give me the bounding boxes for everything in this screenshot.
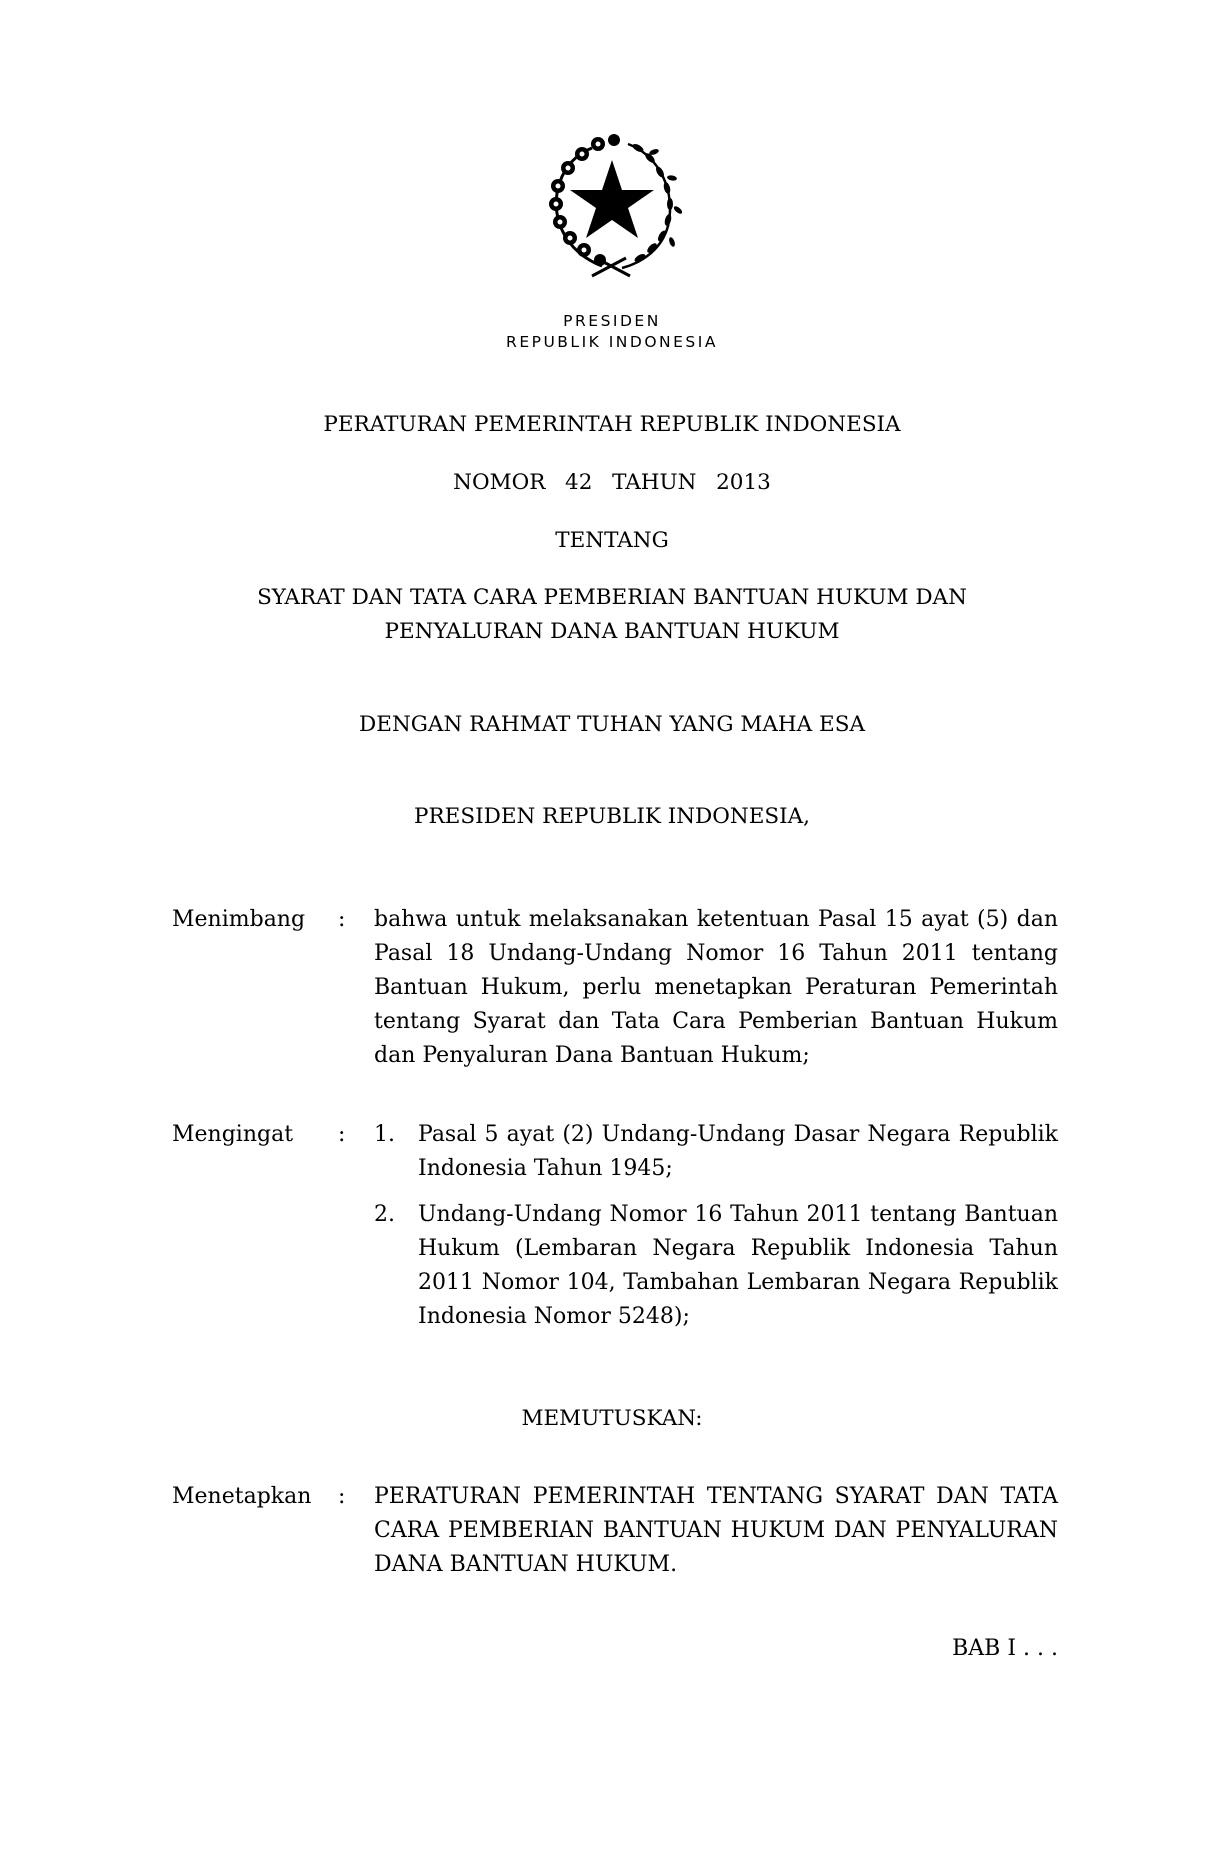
regulation-subject-line-2: PENYALURAN DANA BANTUAN HUKUM [384,619,840,644]
regulation-title: PERATURAN PEMERINTAH REPUBLIK INDONESIA [323,412,901,437]
garuda-star-wreath-emblem-icon [530,130,690,280]
menetapkan-label: Menetapkan [172,1484,312,1509]
emblem-caption-president: PRESIDEN [563,312,661,330]
regulation-about: TENTANG [555,528,669,553]
mengingat-label: Mengingat [172,1122,294,1147]
mengingat-item-text: Undang-Undang Nomor 16 Tahun 2011 tentang Bantuan Hukum (Lembaran Negara Republik Indonesia Tahun 2011 Nomor 104, Tambahan Lembaran Negara Republik Indonesia Nomor 5248); [418,1202,1058,1329]
menimbang-label: Menimbang [172,907,306,932]
mengingat-colon: : [338,1122,346,1147]
regulation-number: NOMOR 42 TAHUN 2013 [453,470,771,495]
memutuskan-heading: MEMUTUSKAN: [521,1406,703,1431]
menimbang-text: bahwa untuk melaksanakan ketentuan Pasal 15 ayat (5) dan Pasal 18 Undang-Undang Nomor 16 Tahun 2011 tentang Bantuan Hukum, perlu menetapkan Peraturan Pemerintah tentang Syarat dan Tata Cara Pemberian Bantuan Hukum dan Penyaluran Dana Bantuan Hukum; [374,907,1058,1068]
mengingat-item-text: Pasal 5 ayat (2) Undang-Undang Dasar Negara Republik Indonesia Tahun 1945; [418,1122,1058,1181]
mengingat-item-number: 2. [374,1202,395,1227]
invocation: DENGAN RAHMAT TUHAN YANG MAHA ESA [359,712,865,737]
menetapkan-colon: : [338,1484,346,1509]
menimbang-colon: : [338,907,346,932]
emblem-caption-republic: REPUBLIK INDONESIA [506,333,718,351]
next-page-reference: BAB I . . . [952,1636,1058,1661]
authority: PRESIDEN REPUBLIK INDONESIA, [414,804,810,829]
regulation-subject-line-1: SYARAT DAN TATA CARA PEMBERIAN BANTUAN HUKUM DAN [257,585,967,610]
mengingat-item-number: 1. [374,1122,395,1147]
menetapkan-text: PERATURAN PEMERINTAH TENTANG SYARAT DAN TATA CARA PEMBERIAN BANTUAN HUKUM DAN PENYALURAN DANA BANTUAN HUKUM. [374,1484,1058,1577]
